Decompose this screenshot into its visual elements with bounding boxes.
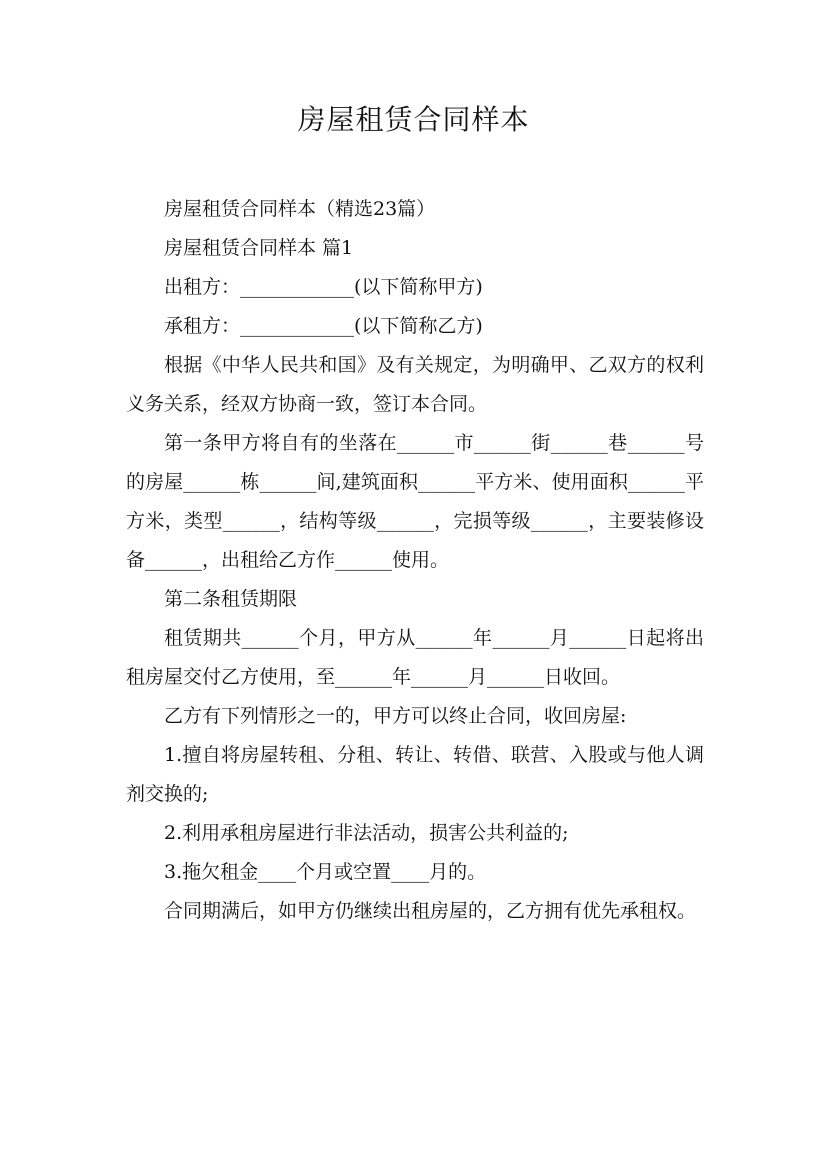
paragraph-lease-term: 租赁期共______个月，甲方从______年______月______日起将出租房屋交付乙方使用，至______年______月______日收回。 bbox=[126, 627, 704, 688]
paragraph-renewal-priority: 合同期满后，如甲方仍继续出租房屋的，乙方拥有优先承租权。 bbox=[164, 900, 697, 922]
paragraph-condition-2: 2.利用承租房屋进行非法活动，损害公共利益的; bbox=[164, 822, 569, 844]
paragraph-lessor: 出租方：____________(以下简称甲方) bbox=[164, 276, 483, 298]
paragraph-lessee: 承租方：____________(以下简称乙方) bbox=[164, 315, 483, 337]
paragraph-preamble: 根据《中华人民共和国》及有关规定，为明确甲、乙双方的权利义务关系，经双方协商一致，签订本合同。 bbox=[126, 354, 704, 415]
document-title: 房屋租赁合同样本 bbox=[297, 103, 530, 136]
paragraph-subtitle: 房屋租赁合同样本（精选23篇） bbox=[164, 198, 436, 220]
paragraph-condition-3: 3.拖欠租金____个月或空置____月的。 bbox=[164, 861, 487, 883]
paragraph-condition-1: 1.擅自将房屋转租、分租、转让、转借、联营、入股或与他人调剂交换的; bbox=[126, 744, 704, 805]
paragraph-article-2-heading: 第二条租赁期限 bbox=[164, 588, 298, 610]
paragraph-article-1: 第一条甲方将自有的坐落在______市______街______巷______号的房屋______栋______间,建筑面积______平方米、使用面积______平方米，类型______，结构等级______，完损等级______，主要装修设备______，出租给乙方作______使用。 bbox=[126, 432, 704, 571]
paragraph-section-heading: 房屋租赁合同样本 篇1 bbox=[164, 237, 354, 259]
paragraph-termination-conditions: 乙方有下列情形之一的，甲方可以终止合同，收回房屋: bbox=[164, 705, 627, 727]
document-body bbox=[126, 190, 704, 931]
